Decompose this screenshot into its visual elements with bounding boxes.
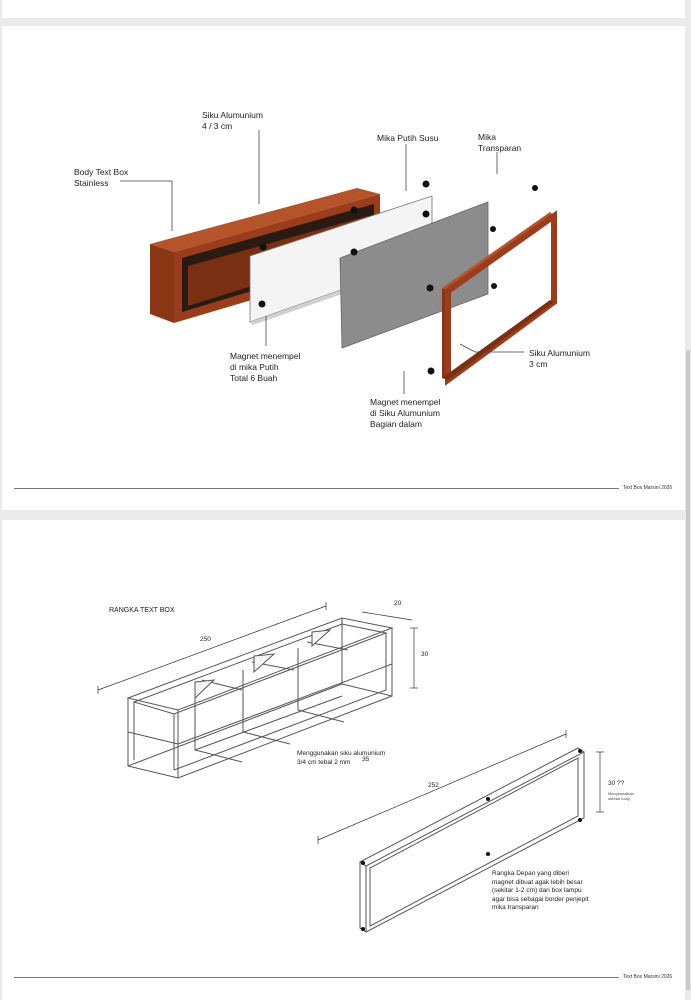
mika-putih-susu-label: Mika Putih Susu — [377, 133, 439, 143]
siku-alumunium-top-label: Siku Alumunium 4 / 3 cm — [202, 110, 263, 131]
magnet-mika-putih-label: Magnet menempel di mika Putih Total 6 Buah — [230, 351, 301, 383]
dim-height-30q: 30 ?? — [608, 780, 625, 787]
frame-drawing-page — [2, 520, 685, 1000]
siku-alumunium-right-label: Siku Alumunium 3 cm — [529, 348, 590, 369]
exploded-view-diagram — [2, 26, 685, 510]
dim-note-35: 35 — [362, 756, 370, 763]
rangka-title: RANGKA TEXT BOX — [109, 607, 175, 614]
dim-width-20: 20 — [394, 600, 402, 607]
note-rangka-depan: Rangka Depan yang diberi magnet dibuat agak lebih besar (sekitar 1-2 cm) dari box lampu agar bisa sebagai border penjepit mika transparan — [492, 870, 589, 911]
body-text-box-label: Body Text Box Stainless — [74, 167, 129, 188]
dim-length-252: 252 — [428, 782, 439, 789]
scrollbar[interactable] — [686, 350, 690, 990]
note-siku-alumunium: Menggunakan siku alumunium 3/4 cm tebal 2 mm — [297, 750, 386, 766]
dim-length-250: 250 — [200, 636, 211, 643]
dim-height-30: 30 — [421, 651, 429, 658]
footer-title-2: Text Box Marsini 2026 — [623, 974, 673, 980]
previous-page-edge — [2, 0, 685, 18]
corner-gussets — [195, 630, 330, 698]
footer-rule-2 — [14, 977, 619, 978]
tiny-note: Menyesuaikan ukuran body — [608, 791, 634, 801]
mika-transparan-label: Mika Transparan — [478, 132, 522, 153]
magnet-siku-label: Magnet menempel di Siku Alumunium Bagian dalam — [370, 397, 441, 429]
front-dimension-lines — [318, 730, 604, 844]
footer-title: Text Box Marsini 2026 — [623, 485, 673, 491]
exploded-view-page — [2, 26, 685, 510]
footer-rule — [14, 488, 619, 489]
